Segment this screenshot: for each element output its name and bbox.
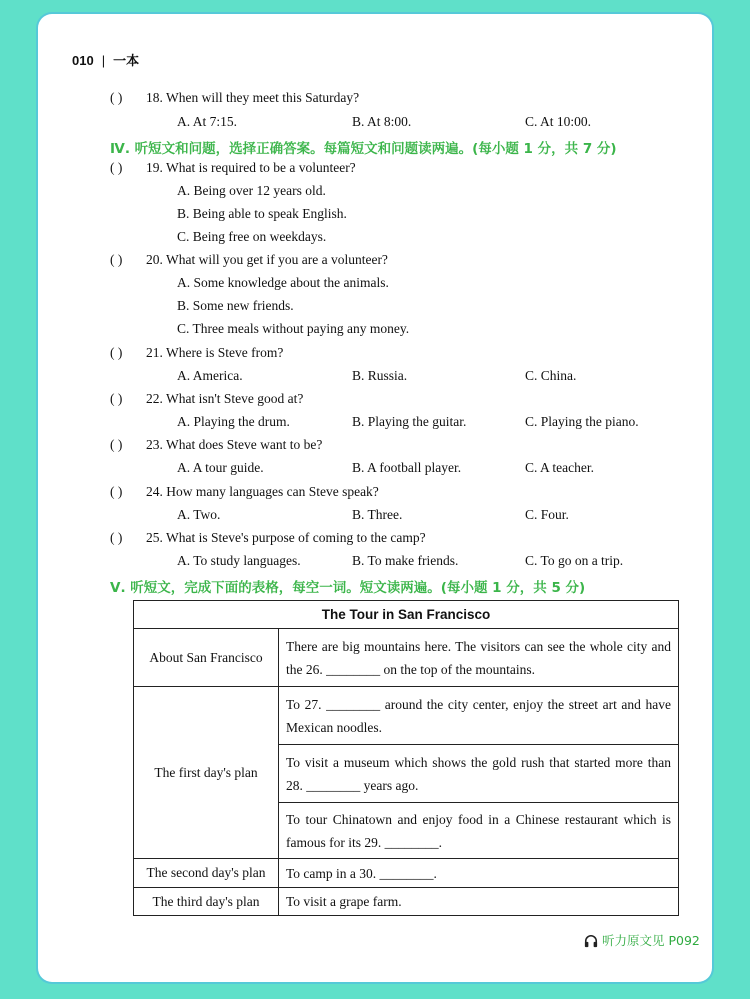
question-text: 20. What will you get if you are a volunteer? (146, 252, 388, 267)
option-b: B. Playing the guitar. (352, 414, 467, 429)
option-a: A. Being over 12 years old. (177, 183, 326, 198)
header-separator: | (101, 53, 106, 68)
about-label: About San Francisco (134, 629, 279, 687)
answer-blank[interactable]: ( ) (110, 437, 123, 452)
section-5-heading: Ⅴ. 听短文，完成下面的表格，每空一词。短文读两遍。(每小题 1 分，共 5 分) (110, 580, 586, 596)
answer-blank[interactable]: ( ) (110, 530, 123, 545)
headphones-icon (584, 934, 598, 948)
answer-blank[interactable]: ( ) (110, 160, 123, 175)
question-text: 24. How many languages can Steve speak? (146, 484, 379, 499)
question-text: 19. What is required to be a volunteer? (146, 160, 356, 175)
about-text: There are big mountains here. The visitors can see the whole city and the 26. ________ on the top of the mountains. (279, 629, 679, 687)
option-c: C. Four. (525, 507, 569, 522)
page-header (72, 50, 139, 69)
answer-blank[interactable]: ( ) (110, 90, 123, 105)
question-text: 25. What is Steve's purpose of coming to the camp? (146, 530, 426, 545)
option-a: A. To study languages. (177, 553, 301, 568)
page-number: 010 (72, 53, 94, 68)
option-b: B. Three. (352, 507, 403, 522)
option-a: A. Two. (177, 507, 221, 522)
section-4-heading: Ⅳ. 听短文和问题，选择正确答案。每篇短文和问题读两遍。(每小题 1 分，共 7 分) (110, 141, 617, 157)
option-c: C. To go on a trip. (525, 553, 624, 568)
option-b: B. A football player. (352, 460, 462, 475)
listening-script-reference (584, 931, 700, 949)
option-a: A. Playing the drum. (177, 414, 290, 429)
first-day-item-1: To 27. ________ around the city center, enjoy the street art and have Mexican noodles. (279, 687, 679, 745)
first-day-item-3: To tour Chinatown and enjoy food in a Chinese restaurant which is famous for its 29. ________. (279, 803, 679, 859)
option-a: A. America. (177, 368, 243, 383)
option-c: C. Playing the piano. (525, 414, 639, 429)
book-title: 一本 (113, 53, 140, 68)
option-a: A. A tour guide. (177, 460, 264, 475)
answer-blank[interactable]: ( ) (110, 484, 123, 499)
second-day-label: The second day's plan (134, 859, 279, 888)
option-c: C. Three meals without paying any money. (177, 321, 410, 336)
option-b: B. At 8:00. (352, 114, 412, 129)
question-text: 22. What isn't Steve good at? (146, 391, 304, 406)
table-title: The Tour in San Francisco (134, 601, 679, 629)
third-day-label: The third day's plan (134, 888, 279, 916)
option-a: A. Some knowledge about the animals. (177, 275, 389, 290)
first-day-item-2: To visit a museum which shows the gold rush that started more than 28. ________ years ago. (279, 745, 679, 803)
option-c: C. China. (525, 368, 577, 383)
tour-table (133, 600, 679, 916)
option-b: B. Russia. (352, 368, 408, 383)
option-c: C. Being free on weekdays. (177, 229, 327, 244)
option-b: B. To make friends. (352, 553, 459, 568)
option-c: C. A teacher. (525, 460, 594, 475)
third-day-text: To visit a grape farm. (279, 888, 679, 916)
option-b: B. Some new friends. (177, 298, 294, 313)
option-c: C. At 10:00. (525, 114, 592, 129)
second-day-text: To camp in a 30. ________. (279, 859, 679, 888)
option-b: B. Being able to speak English. (177, 206, 347, 221)
answer-blank[interactable]: ( ) (110, 345, 123, 360)
option-a: A. At 7:15. (177, 114, 238, 129)
answer-blank[interactable]: ( ) (110, 252, 123, 267)
answer-blank[interactable]: ( ) (110, 391, 123, 406)
question-text: 18. When will they meet this Saturday? (146, 90, 360, 105)
first-day-label: The first day's plan (134, 687, 279, 859)
footer-text: 听力原文见 P092 (602, 933, 700, 948)
question-text: 23. What does Steve want to be? (146, 437, 323, 452)
question-text: 21. Where is Steve from? (146, 345, 284, 360)
